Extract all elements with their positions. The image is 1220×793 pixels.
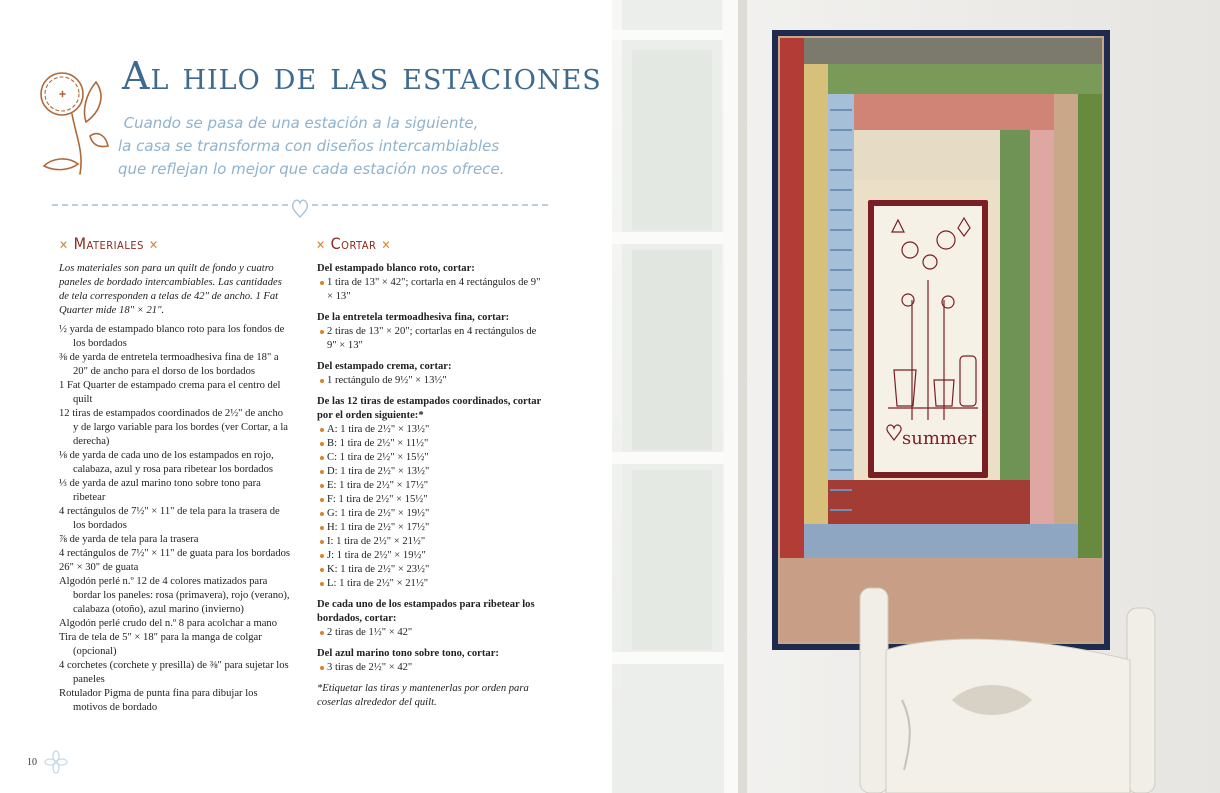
cutting-heading bbox=[316, 234, 391, 253]
material-item: ⅞ de yarda de tela para la trasera bbox=[59, 534, 199, 545]
material-item: 4 rectángulos de 7½" × 11" de guata para los bordados bbox=[59, 548, 291, 559]
cutting-group-title: De las 12 tiras de estampados coordinados, cortar por el orden siguiente:* bbox=[317, 396, 542, 421]
material-item: Tira de tela de 5" × 18" para la manga de colgar (opcional) bbox=[59, 632, 262, 657]
cutting-group-title: Del estampado blanco roto, cortar: bbox=[317, 263, 475, 274]
materials-heading bbox=[59, 234, 159, 253]
cutting-item: J: 1 tira de 2½" × 19½" bbox=[317, 549, 543, 563]
cutting-item: H: 1 tira de 2½" × 17½" bbox=[317, 521, 543, 535]
quilt bbox=[772, 30, 1110, 650]
heart-icon bbox=[289, 196, 311, 220]
materials-list bbox=[59, 323, 291, 715]
material-item: 12 tiras de estampados coordinados de 2½" de ancho y de largo variable para los bordes (ver Cortar, a la derecha) bbox=[59, 408, 288, 447]
cutting-group-title: Del estampado crema, cortar: bbox=[317, 361, 452, 372]
cutting-group bbox=[317, 262, 543, 304]
cutting-heading-label: Cortar bbox=[330, 234, 377, 253]
flower-ornament-icon bbox=[44, 750, 68, 774]
cutting-list bbox=[317, 262, 543, 675]
page-subtitle bbox=[118, 112, 505, 181]
cutting-item: L: 1 tira de 2½" × 21½" bbox=[317, 577, 543, 591]
cutting-group-title: Del azul marino tono sobre tono, cortar: bbox=[317, 648, 499, 659]
cutting-group bbox=[317, 647, 543, 675]
material-item: ⅛ de yarda de cada uno de los estampados en rojo, calabaza, azul y rosa para ribetear los bordados bbox=[59, 450, 274, 475]
cutting-item: 1 rectángulo de 9½" × 13½" bbox=[317, 374, 543, 388]
material-item: ½ yarda de estampado blanco roto para los fondos de los bordados bbox=[59, 324, 285, 349]
cross-icon: ✕ bbox=[316, 238, 326, 252]
embroidery-text: summer bbox=[902, 428, 977, 449]
cutting-group bbox=[317, 395, 543, 591]
cutting-item: 2 tiras de 1½" × 42" bbox=[317, 626, 543, 640]
cutting-item: 2 tiras de 13" × 20"; cortarlas en 4 rectángulos de 9" × 13" bbox=[317, 325, 543, 353]
cutting-item: 3 tiras de 2½" × 42" bbox=[317, 661, 543, 675]
material-item: ⅜ de yarda de entretela termoadhesiva fina de 18" a 20" de ancho para el dorso de los bordados bbox=[59, 352, 279, 377]
cutting-item: G: 1 tira de 2½" × 19½" bbox=[317, 507, 543, 521]
cutting-group bbox=[317, 598, 543, 640]
page-title: Al hilo de las estaciones bbox=[122, 54, 602, 98]
materials-heading-label: Materiales bbox=[73, 234, 144, 253]
subtitle-line: que reflejan lo mejor que cada estación nos ofrece. bbox=[118, 160, 505, 178]
cutting-item: I: 1 tira de 2½" × 21½" bbox=[317, 535, 543, 549]
cutting-item: 1 tira de 13" × 42"; cortarla en 4 rectángulos de 9" × 13" bbox=[317, 276, 543, 304]
cutting-group-title: De cada uno de los estampados para ribetear los bordados, cortar: bbox=[317, 599, 535, 624]
right-page-photo bbox=[612, 0, 1220, 793]
cutting-group bbox=[317, 311, 543, 353]
material-item: 1 Fat Quarter de estampado crema para el centro del quilt bbox=[59, 380, 281, 405]
materials-column bbox=[59, 262, 291, 715]
subtitle-line: la casa se transforma con diseños intercambiables bbox=[118, 137, 500, 155]
cutting-column bbox=[317, 262, 543, 710]
material-item: Algodón perlé crudo del n.º 8 para acolchar a mano bbox=[59, 618, 278, 629]
cross-icon: ✕ bbox=[59, 238, 69, 252]
materials-intro: Los materiales son para un quilt de fondo y cuatro paneles de bordado intercambiables. Las cantidades de tela corresponden a telas de 42" de ancho. 1 Fat Quarter mide 18" × 21". bbox=[59, 263, 282, 316]
cutting-item: D: 1 tira de 2½" × 13½" bbox=[317, 465, 543, 479]
cutting-item: E: 1 tira de 2½" × 17½" bbox=[317, 479, 543, 493]
flower-icon bbox=[36, 66, 116, 178]
cutting-item: F: 1 tira de 2½" × 15½" bbox=[317, 493, 543, 507]
material-item: 4 rectángulos de 7½" × 11" de tela para la trasera de los bordados bbox=[59, 506, 280, 531]
material-item: 4 corchetes (corchete y presilla) de ⅜" para sujetar los paneles bbox=[59, 660, 289, 685]
cutting-group bbox=[317, 360, 543, 388]
material-item: 26" × 30" de guata bbox=[59, 562, 139, 573]
cutting-item: A: 1 tira de 2½" × 13½" bbox=[317, 423, 543, 437]
material-item: ⅓ de yarda de azul marino tono sobre tono para ribetear bbox=[59, 478, 261, 503]
material-item: Algodón perlé n.º 12 de 4 colores matizados para bordar los paneles: rosa (primavera), rojo (verano), calabaza (otoño), azul marino (invierno) bbox=[59, 576, 290, 615]
cross-icon: ✕ bbox=[148, 238, 159, 252]
material-item: Rotulador Pigma de punta fina para dibujar los motivos de bordado bbox=[59, 688, 258, 713]
cutting-item: C: 1 tira de 2½" × 15½" bbox=[317, 451, 543, 465]
cutting-footnote: *Etiquetar las tiras y mantenerlas por orden para coserlas alrededor del quilt. bbox=[317, 683, 529, 708]
subtitle-line: Cuando se pasa de una estación a la siguiente, bbox=[123, 114, 479, 132]
cross-icon: ✕ bbox=[381, 238, 391, 252]
cutting-group-title: De la entretela termoadhesiva fina, cortar: bbox=[317, 312, 510, 323]
cutting-item: B: 1 tira de 2½" × 11½" bbox=[317, 437, 543, 451]
page-number: 10 bbox=[27, 757, 37, 768]
quilt-photo bbox=[612, 0, 1220, 793]
cutting-item: K: 1 tira de 2½" × 23½" bbox=[317, 563, 543, 577]
